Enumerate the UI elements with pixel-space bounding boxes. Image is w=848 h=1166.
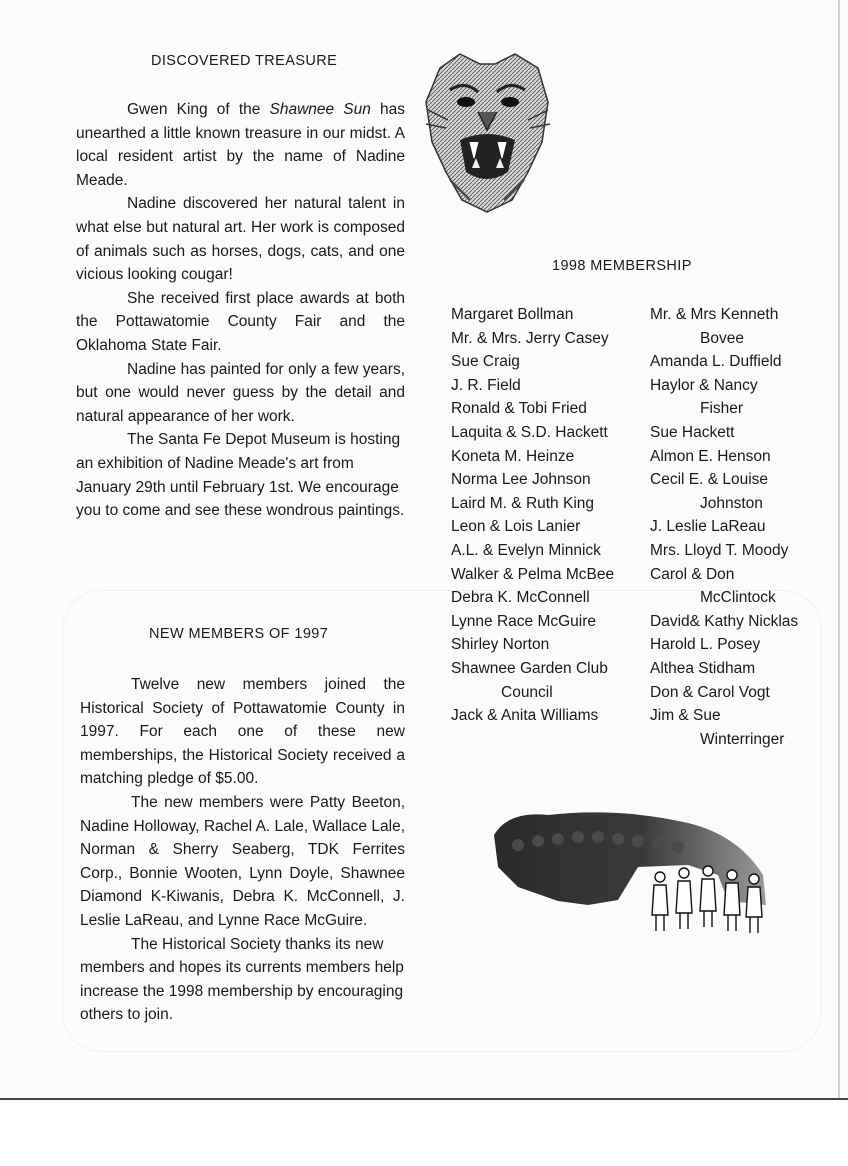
member-entry: Don & Carol Vogt: [650, 683, 770, 701]
member-entry: Walker & Pelma McBee: [451, 565, 615, 583]
newspaper-name: Shawnee Sun: [269, 101, 371, 118]
member-entry: Koneta M. Heinze: [451, 447, 575, 465]
member-entry: J. Leslie LaReau: [650, 518, 766, 536]
member-entry: Althea Stidham: [650, 659, 756, 677]
article-paragraph: The Santa Fe Depot Museum is hosting an exhibition of Nadine Meade's art from January 29th until February 1st. We encourage you to come and see these wondrous paintings.: [76, 431, 405, 520]
page-bottom-edge: [0, 1098, 848, 1100]
membership-1998-heading: 1998 MEMBERSHIP: [552, 258, 692, 274]
member-entry: J. R. Field: [451, 376, 521, 394]
article-paragraph: Twelve new members joined the Historical Society of Pottawatomie County in 1997. For each one of these new memberships, the Historical Society received a matching pledge of $5.00.: [80, 676, 405, 788]
member-entry: Sue Craig: [451, 353, 520, 371]
member-entry: Amanda L. Duffield: [650, 353, 782, 371]
article-paragraph: Gwen King of the Shawnee Sun has unearthed a little known treasure in our midst. A local resident artist by the name of Nadine Meade.: [76, 101, 405, 189]
member-entry: Carol & Don McClintock: [650, 565, 776, 607]
member-entry: Jack & Anita Williams: [451, 707, 599, 725]
member-entry: Cecil E. & Louise Johnston: [650, 471, 769, 512]
member-entry: Haylor & Nancy Fisher: [650, 376, 758, 418]
member-entry: Shirley Norton: [451, 636, 550, 654]
page-edge-right: [838, 0, 840, 1098]
member-entry: Sue Hackett: [650, 423, 735, 441]
crowd-illustration: [488, 805, 788, 940]
member-entry: David& Kathy Nicklas: [650, 612, 799, 630]
article-paragraph: She received first place awards at both the Pottawatomie County Fair and the Oklahoma State Fair.: [76, 289, 405, 354]
new-members-heading: NEW MEMBERS OF 1997: [149, 626, 329, 642]
member-entry: Shawnee Garden Club Council: [451, 659, 608, 701]
discovered-treasure-article: [76, 98, 405, 523]
member-entry: Norma Lee Johnson: [451, 471, 591, 489]
membership-list-left: [451, 303, 614, 728]
member-entry: Leon & Lois Lanier: [451, 518, 581, 536]
member-entry: Mr. & Mrs. Jerry Casey: [451, 329, 609, 347]
member-entry: Laquita & S.D. Hackett: [451, 423, 608, 441]
member-entry: Mr. & Mrs Kenneth Bovee: [650, 306, 779, 347]
article-paragraph: Nadine discovered her natural talent in what else but natural art. Her work is composed of animals such as horses, dogs, cats, and one vicious looking cougar!: [76, 195, 405, 284]
cougar-head-illustration: [420, 50, 555, 215]
member-entry: Jim & Sue Winterringer: [650, 707, 785, 748]
member-entry: Mrs. Lloyd T. Moody: [650, 541, 789, 559]
new-members-article: [80, 673, 405, 1027]
member-entry: Lynne Race McGuire: [451, 612, 597, 630]
membership-list-right: [650, 303, 798, 751]
member-entry: Laird M. & Ruth King: [451, 494, 595, 512]
article-paragraph: Nadine has painted for only a few years, but one would never guess by the detail and natural appearance of her work.: [76, 360, 405, 425]
article-paragraph: The Historical Society thanks its new members and hopes its currents members help increase the 1998 membership by encouraging others to join.: [80, 935, 404, 1024]
member-entry: Ronald & Tobi Fried: [451, 400, 587, 418]
discovered-treasure-heading: DISCOVERED TREASURE: [151, 53, 338, 69]
member-entry: Almon E. Henson: [650, 447, 771, 465]
member-entry: A.L. & Evelyn Minnick: [451, 541, 601, 559]
member-entry: Margaret Bollman: [451, 306, 574, 323]
article-paragraph: The new members were Patty Beeton, Nadine Holloway, Rachel A. Lale, Wallace Lale, Norman & Sherry Seaberg, TDK Ferrites Corp., Bonnie Wooten, Lynn Doyle, Shawnee Diamond K-Kiwanis, Debra K. McConnell, J. Leslie LaReau, and Lynne Race McGuire.: [80, 793, 405, 929]
member-entry: Harold L. Posey: [650, 636, 761, 654]
member-entry: Debra K. McConnell: [451, 589, 590, 607]
